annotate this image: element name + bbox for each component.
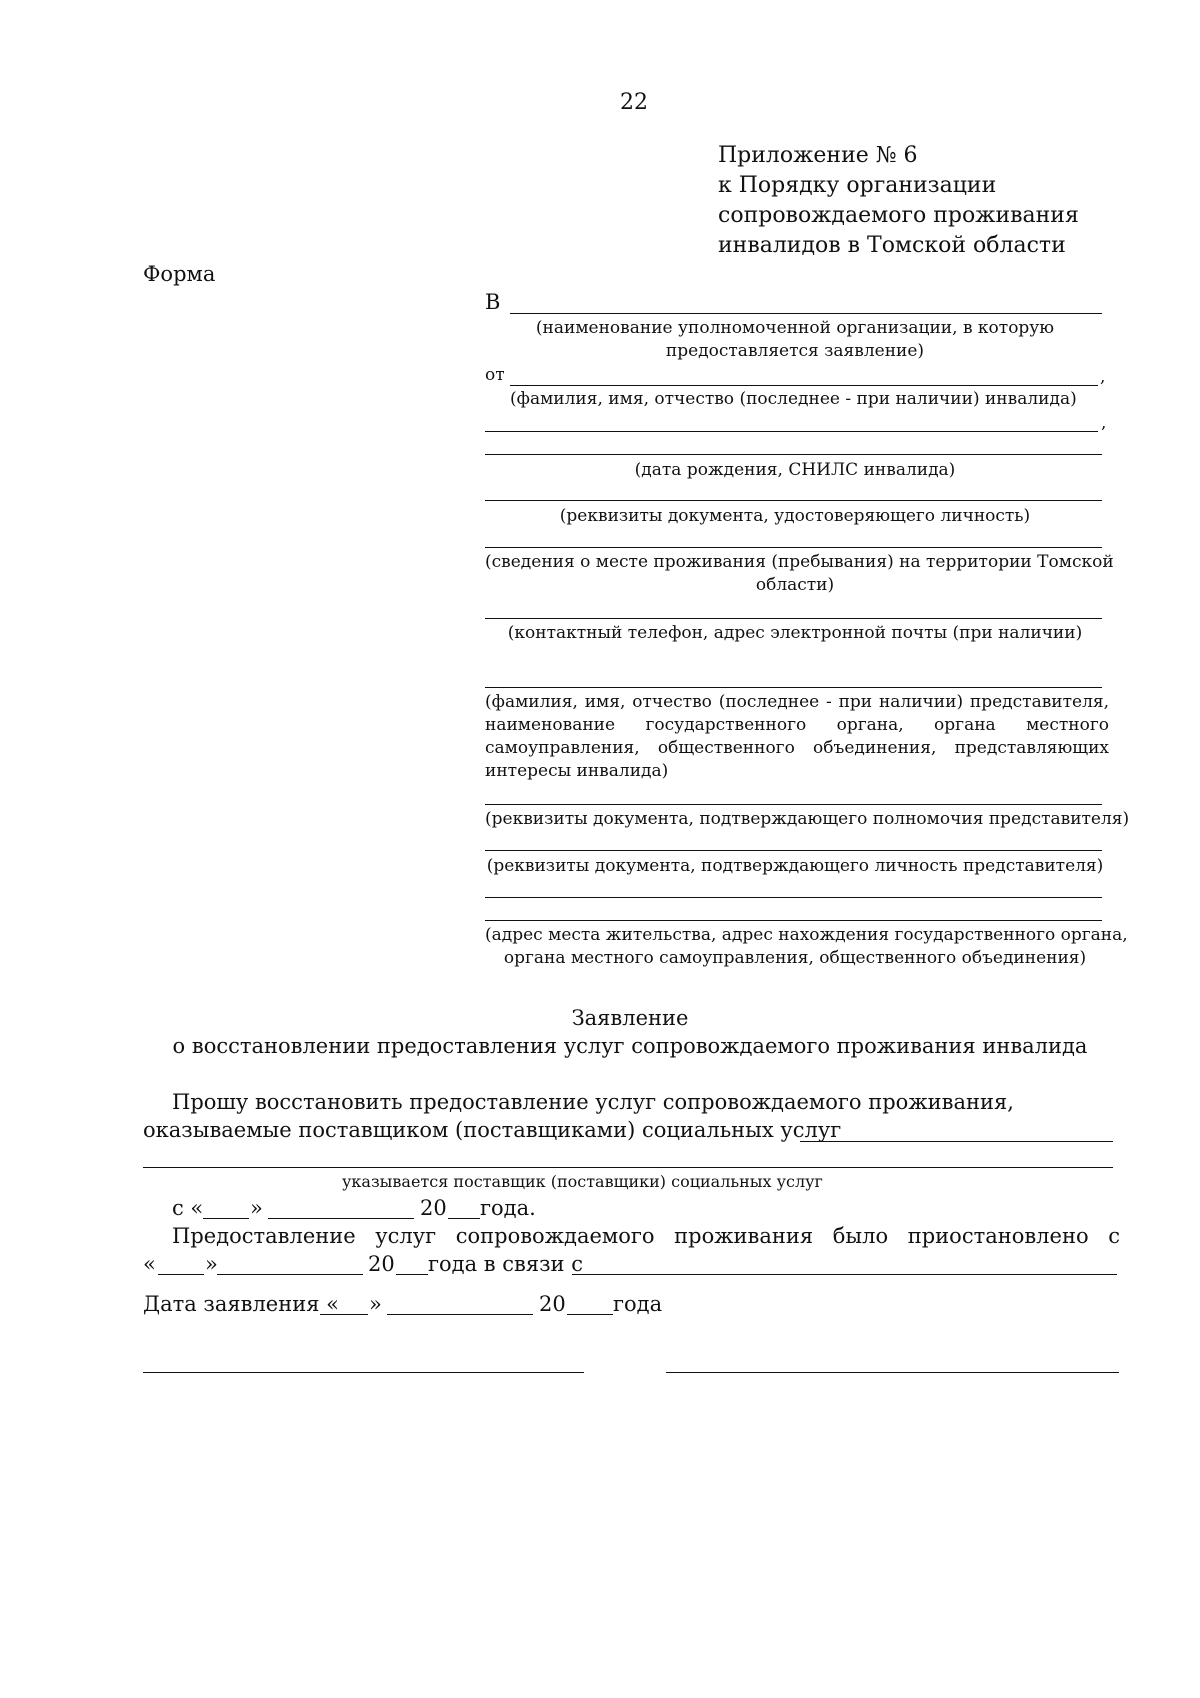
since-close: » [250, 1196, 263, 1220]
date-day-field[interactable] [320, 1314, 368, 1315]
appendix-line-1: Приложение № 6 [718, 143, 918, 168]
appendix-line-2: к Порядку организации [718, 173, 997, 198]
para2-open: « [143, 1252, 156, 1276]
since-year-field[interactable] [448, 1218, 480, 1219]
para2-word-6: приостановлено [907, 1224, 1089, 1248]
page-number: 22 [620, 90, 648, 115]
contact-field[interactable] [485, 618, 1102, 619]
fio-field-2[interactable] [485, 431, 1098, 432]
from-comma: , [1100, 367, 1106, 387]
rep-caption-1: (фамилия, имя, отчество (последнее - при наличии) представителя, [485, 692, 1109, 712]
to-prefix: В [485, 290, 501, 314]
para1-line-2: оказываемые поставщиком (поставщиками) социальных услуг [143, 1118, 842, 1142]
provider-caption: указывается поставщик (поставщики) социальных услуг [342, 1172, 823, 1191]
from-field[interactable] [510, 385, 1098, 386]
rep-authority-caption: (реквизиты документа, подтверждающего полномочия представителя) [485, 809, 1130, 829]
rep-caption-4: интересы инвалида) [485, 761, 669, 781]
para2-20: 20 [368, 1252, 395, 1276]
residence-field[interactable] [485, 547, 1102, 548]
provider-field-1[interactable] [800, 1141, 1113, 1142]
date-label: Дата заявления « [143, 1292, 339, 1316]
to-caption-2: предоставляется заявление) [665, 341, 925, 361]
para2-word-3: сопровождаемого [455, 1224, 655, 1248]
rep-caption-2: наименование государственного органа, органа местного [485, 715, 1109, 735]
since-day-field[interactable] [203, 1218, 249, 1219]
para2-month-field[interactable] [217, 1274, 363, 1275]
rep-authority-field[interactable] [485, 804, 1102, 805]
form-label: Форма [143, 262, 216, 286]
para2-tail: года в связи с [428, 1252, 583, 1276]
date-month-field[interactable] [387, 1314, 533, 1315]
signature-name-field[interactable] [666, 1372, 1119, 1373]
date-close: » [369, 1292, 382, 1316]
address-field-1[interactable] [485, 897, 1102, 898]
birth-caption: (дата рождения, СНИЛС инвалида) [634, 460, 956, 480]
rep-caption-3: самоуправления, общественного объединения, представляющих [485, 738, 1109, 758]
para1-line-1: Прошу восстановить предоставление услуг сопровождаемого проживания, [172, 1090, 1014, 1114]
to-field[interactable] [510, 313, 1102, 314]
provider-field-2[interactable] [143, 1167, 1113, 1168]
para2-word-7: с [1108, 1224, 1120, 1248]
rep-id-caption: (реквизиты документа, подтверждающего личность представителя) [486, 856, 1104, 876]
contact-caption: (контактный телефон, адрес электронной почты (при наличии) [507, 623, 1083, 643]
para2-day-field[interactable] [158, 1274, 204, 1275]
para2-reason-field[interactable] [572, 1274, 1117, 1275]
para2-word-1: Предоставление [172, 1224, 356, 1248]
address-caption-1: (адрес места жительства, адрес нахождения государственного органа, [485, 925, 1128, 945]
residence-caption-1: (сведения о месте проживания (пребывания) на территории Томской [485, 552, 1114, 572]
id-doc-caption: (реквизиты документа, удостоверяющего личность) [559, 506, 1031, 526]
fio-caption: (фамилия, имя, отчество (последнее - при наличии) инвалида) [510, 389, 1077, 409]
para2-year-field[interactable] [396, 1274, 428, 1275]
appendix-line-3: сопровождаемого проживания [718, 203, 1079, 228]
rep-id-field[interactable] [485, 850, 1102, 851]
appendix-line-4: инвалидов в Томской области [718, 233, 1066, 258]
id-doc-field[interactable] [485, 500, 1102, 501]
since-20: 20 [420, 1196, 447, 1220]
para2-word-5: было [832, 1224, 889, 1248]
date-20: 20 [539, 1292, 566, 1316]
rep-field[interactable] [485, 687, 1102, 688]
residence-caption-2: области) [755, 575, 835, 595]
since-month-field[interactable] [268, 1218, 414, 1219]
para2-word-4: проживания [674, 1224, 814, 1248]
fio-comma: , [1101, 413, 1107, 433]
address-caption-2: органа местного самоуправления, общественного объединения) [503, 948, 1087, 968]
date-year-label: года [613, 1292, 663, 1316]
since-open: с « [172, 1196, 204, 1220]
title-line-1: Заявление [571, 1006, 689, 1030]
birth-field[interactable] [485, 454, 1102, 455]
para2-line-1 [172, 1224, 1120, 1248]
date-year-field[interactable] [567, 1314, 613, 1315]
title-line-2: о восстановлении предоставления услуг сопровождаемого проживания инвалида [172, 1034, 1088, 1058]
para2-close: » [205, 1252, 218, 1276]
signature-field[interactable] [143, 1372, 584, 1373]
to-caption-1: (наименование уполномоченной организации, в которую [535, 318, 1055, 338]
para2-word-2: услуг [375, 1224, 437, 1248]
from-prefix: от [485, 365, 505, 385]
since-year-label: года. [480, 1196, 536, 1220]
address-field-2[interactable] [485, 920, 1102, 921]
